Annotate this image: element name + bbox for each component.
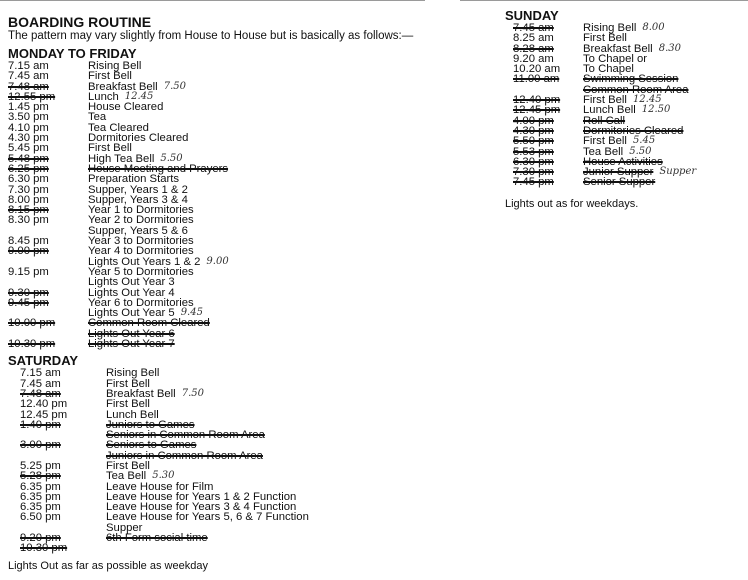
handwritten-annotation: 12.45: [632, 94, 662, 106]
entry-activity: Tea Bell: [106, 470, 147, 483]
weekday-row: [8, 164, 428, 174]
entry-activity: Leave House for Years 5, 6 & 7 Function: [106, 511, 309, 524]
handwritten-annotation: 5.50: [629, 145, 652, 157]
entry-time: [8, 277, 88, 287]
entry-time: 8.30 pm: [8, 214, 49, 227]
entry-activity: Year 4 to Dormitories: [88, 245, 194, 258]
handwritten-annotation: 8.00: [642, 22, 665, 33]
sunday-row: [505, 177, 740, 187]
weekday-row: [8, 133, 428, 143]
saturday-row: [8, 543, 428, 553]
entry-time: 12.55 pm: [8, 90, 56, 103]
entry-time: 7.15 am: [20, 367, 61, 380]
entry-activity: Tea: [88, 111, 107, 124]
weekday-row: [8, 329, 428, 339]
entry-time: 6.35 pm: [20, 490, 61, 503]
entry-time: 7.15 am: [8, 60, 49, 72]
handwritten-annotation: 7.50: [163, 80, 186, 92]
entry-time: 4.10 pm: [8, 121, 49, 134]
saturday-row: [8, 512, 428, 522]
entry-activity: Roll Call: [583, 114, 626, 127]
entry-time: 11.00 am: [513, 73, 560, 86]
entry-time: 6.30 pm: [8, 173, 49, 186]
entry-activity: Seniors to Games: [106, 439, 197, 452]
entry-time: 4.30 pm: [513, 124, 554, 137]
entry-activity: Swimming Session: [583, 73, 679, 86]
saturday-row: [8, 368, 428, 378]
weekday-row: [8, 61, 428, 71]
sunday-heading: SUNDAY: [505, 8, 559, 23]
entry-time: 10.30 pm: [20, 542, 68, 555]
saturday-row: [8, 379, 428, 389]
entry-time: 9.30 pm: [8, 286, 49, 299]
weekday-row: [8, 102, 428, 112]
saturday-row: [8, 389, 428, 399]
entry-time: 10.00 pm: [8, 317, 56, 330]
entry-time: 4.30 pm: [8, 132, 49, 145]
saturday-row: [8, 410, 428, 420]
entry-activity: Dormitories Cleared: [583, 124, 684, 137]
entry-activity: Tea Cleared: [88, 121, 149, 134]
right-page: [505, 8, 740, 210]
entry-activity: Year 1 to Dormitories: [88, 204, 194, 217]
entry-activity: Rising Bell: [106, 367, 160, 380]
entry-time: 7.30 pm: [513, 166, 554, 179]
entry-time: 12.45 pm: [20, 408, 68, 421]
entry-activity: High Tea Bell: [88, 152, 155, 165]
entry-time: 9.45 pm: [8, 296, 49, 309]
handwritten-annotation: 8.30: [658, 42, 681, 54]
entry-time: 7.48 am: [20, 387, 61, 400]
handwritten-annotation: 7.50: [181, 387, 204, 399]
page-title: BOARDING ROUTINE: [8, 14, 152, 30]
entry-activity: To Chapel: [583, 63, 634, 76]
saturday-row: [8, 399, 428, 409]
saturday-heading: SATURDAY: [8, 353, 79, 369]
page-edge-left: [0, 0, 425, 1]
handwritten-annotation: 5.50: [160, 152, 183, 164]
entry-activity: Breakfast Bell: [88, 80, 158, 93]
entry-activity: Leave House for Years 3 & 4 Function: [106, 501, 297, 514]
weekday-row: [8, 143, 428, 153]
entry-activity: House Cleared: [88, 101, 164, 114]
weekday-row: [8, 205, 428, 215]
entry-activity: Year 2 to Dormitories: [88, 214, 194, 227]
weekday-row: [8, 257, 428, 267]
entry-activity: Seniors in Common Room Area: [106, 429, 265, 442]
entry-activity: Lights Out Year 4: [88, 286, 175, 299]
entry-time: 5.45 pm: [8, 142, 49, 155]
saturday-row: [8, 471, 428, 481]
weekday-row: [8, 71, 428, 81]
weekday-row: [8, 277, 428, 287]
entry-activity: Tea Bell: [583, 145, 624, 158]
weekday-row: [8, 185, 428, 195]
entry-activity: Lights Out Year 3: [88, 276, 175, 289]
entry-time: 6.35 pm: [20, 480, 61, 493]
entry-time: 9.00 pm: [8, 245, 49, 258]
entry-activity: Preparation Starts: [88, 173, 180, 186]
entry-time: 9.20 pm: [20, 532, 61, 545]
entry-activity: First Bell: [106, 459, 150, 472]
entry-activity: Lunch Bell: [583, 104, 636, 117]
entry-time: 9.20 am: [513, 52, 554, 65]
entry-time: 7.45 pm: [513, 176, 554, 189]
weekday-row: [8, 92, 428, 102]
entry-activity: Year 6 to Dormitories: [88, 296, 194, 309]
handwritten-annotation: Supper: [659, 166, 697, 178]
entry-activity: Supper: [106, 521, 143, 534]
entry-time: 6.50 pm: [20, 511, 61, 524]
entry-activity: First Bell: [106, 398, 150, 411]
entry-time: 6.30 pm: [513, 155, 554, 168]
weekday-row: [8, 267, 428, 277]
entry-time: 8.25 am: [513, 32, 554, 45]
weekday-row: [8, 82, 428, 92]
entry-activity: 6th Form social time: [106, 532, 208, 545]
entry-activity: First Bell: [106, 377, 150, 390]
entry-time: 5.48 pm: [8, 152, 49, 165]
weekday-row: [8, 215, 428, 225]
intro-text: The pattern may vary slightly from House to House but is basically as follows:—: [8, 30, 414, 42]
entry-time: 8.45 pm: [8, 235, 49, 248]
saturday-row: [8, 533, 428, 543]
entry-time: 5.25 pm: [20, 459, 61, 472]
entry-time: 8.28 am: [513, 42, 554, 55]
weekday-row: [8, 339, 428, 349]
weekday-row: [8, 174, 428, 184]
saturday-row: [8, 430, 428, 440]
entry-activity: Rising Bell: [583, 22, 637, 34]
weekday-row: [8, 226, 428, 236]
weekday-row: [8, 236, 428, 246]
sunday-note: Lights out as for weekdays.: [505, 197, 639, 210]
weekday-row: [8, 112, 428, 122]
sunday-schedule: [505, 23, 740, 188]
entry-activity: House Activities: [583, 155, 663, 168]
entry-activity: Lunch: [88, 90, 119, 103]
entry-activity: Leave House for Years 1 & 2 Function: [106, 490, 297, 503]
entry-activity: First Bell: [88, 70, 132, 83]
handwritten-annotation: 9.45: [180, 307, 203, 319]
entry-time: 7.45 am: [513, 22, 554, 34]
entry-activity: First Bell: [88, 142, 132, 155]
saturday-schedule: [8, 368, 428, 553]
entry-activity: First Bell: [583, 135, 627, 148]
entry-activity: Breakfast Bell: [106, 387, 176, 400]
handwritten-annotation: 5.30: [152, 470, 175, 482]
saturday-row: [8, 523, 428, 533]
entry-activity: Common Room Cleared: [88, 317, 210, 330]
weekday-row: [8, 288, 428, 298]
entry-activity: Common Room Area: [583, 83, 689, 96]
left-page: [8, 14, 428, 572]
entry-time: 7.30 pm: [8, 183, 49, 196]
entry-activity: Lunch Bell: [106, 408, 159, 421]
entry-activity: Rising Bell: [88, 60, 142, 72]
entry-time: 12.40 pm: [513, 94, 561, 107]
handwritten-annotation: 12.45: [124, 90, 154, 102]
entry-time: 6.25 pm: [8, 162, 49, 175]
weekday-schedule: [8, 61, 428, 349]
weekday-row: [8, 123, 428, 133]
saturday-row: [8, 461, 428, 471]
entry-activity: Senior Supper: [583, 176, 656, 189]
entry-activity: First Bell: [583, 32, 627, 45]
entry-activity: Dormitories Cleared: [88, 132, 189, 145]
entry-time: 1.40 pm: [20, 418, 61, 431]
entry-time: 7.48 am: [8, 80, 49, 93]
entry-activity: Juniors to Games: [106, 418, 195, 431]
entry-activity: Year 5 to Dormitories: [88, 265, 194, 278]
entry-activity: Juniors in Common Room Area: [106, 449, 263, 462]
entry-time: 3.50 pm: [8, 111, 49, 124]
entry-activity: Lights Out Year 5: [88, 307, 175, 320]
entry-activity: Junior Supper: [583, 166, 654, 179]
handwritten-annotation: 9.00: [206, 255, 229, 267]
entry-time: 1.45 pm: [8, 101, 49, 114]
entry-time: 12.40 pm: [20, 398, 68, 411]
entry-activity: Supper, Years 3 & 4: [88, 193, 188, 206]
entry-activity: House Meeting and Prayers: [88, 162, 229, 175]
weekday-heading: MONDAY TO FRIDAY: [8, 46, 137, 61]
entry-time: 10.30 pm: [8, 338, 56, 351]
page-edge-right: [460, 0, 748, 1]
entry-time: 4.00 pm: [513, 114, 554, 127]
handwritten-annotation: 12.50: [641, 104, 671, 116]
entry-time: 5.28 pm: [20, 470, 61, 483]
entry-time: 5.50 pm: [513, 135, 554, 148]
entry-activity: Lights Out Year 7: [88, 338, 175, 351]
entry-activity: Breakfast Bell: [583, 42, 653, 55]
saturday-row: [8, 451, 428, 461]
entry-time: 10.20 am: [513, 63, 561, 76]
handwritten-annotation: 5.45: [632, 135, 656, 147]
weekday-row: [8, 195, 428, 205]
entry-activity: Lights Out Years 1 & 2: [88, 255, 201, 268]
entry-time: 12.45 pm: [513, 104, 561, 117]
weekday-row: [8, 308, 428, 318]
entry-time: 3.00 pm: [20, 439, 61, 452]
weekday-row: [8, 318, 428, 328]
entry-time: 9.15 pm: [8, 265, 49, 278]
entry-activity: Supper, Years 5 & 6: [88, 224, 188, 237]
entry-activity: To Chapel or: [583, 52, 648, 65]
entry-activity: Supper, Years 1 & 2: [88, 183, 188, 196]
entry-activity: Lights Out Year 6: [88, 327, 175, 340]
entry-time: 7.45 am: [20, 377, 61, 390]
entry-time: 6.35 pm: [20, 501, 61, 514]
entry-time: 8.15 pm: [8, 204, 49, 217]
entry-time: 7.45 am: [8, 70, 49, 83]
saturday-note: Lights Out as far as possible as weekday: [8, 559, 208, 572]
entry-activity: First Bell: [583, 94, 627, 107]
entry-activity: Leave House for Film: [106, 480, 214, 493]
entry-time: 8.00 pm: [8, 193, 49, 206]
entry-time: 5.53 pm: [513, 145, 554, 158]
entry-activity: Year 3 to Dormitories: [88, 235, 194, 248]
weekday-row: [8, 298, 428, 308]
